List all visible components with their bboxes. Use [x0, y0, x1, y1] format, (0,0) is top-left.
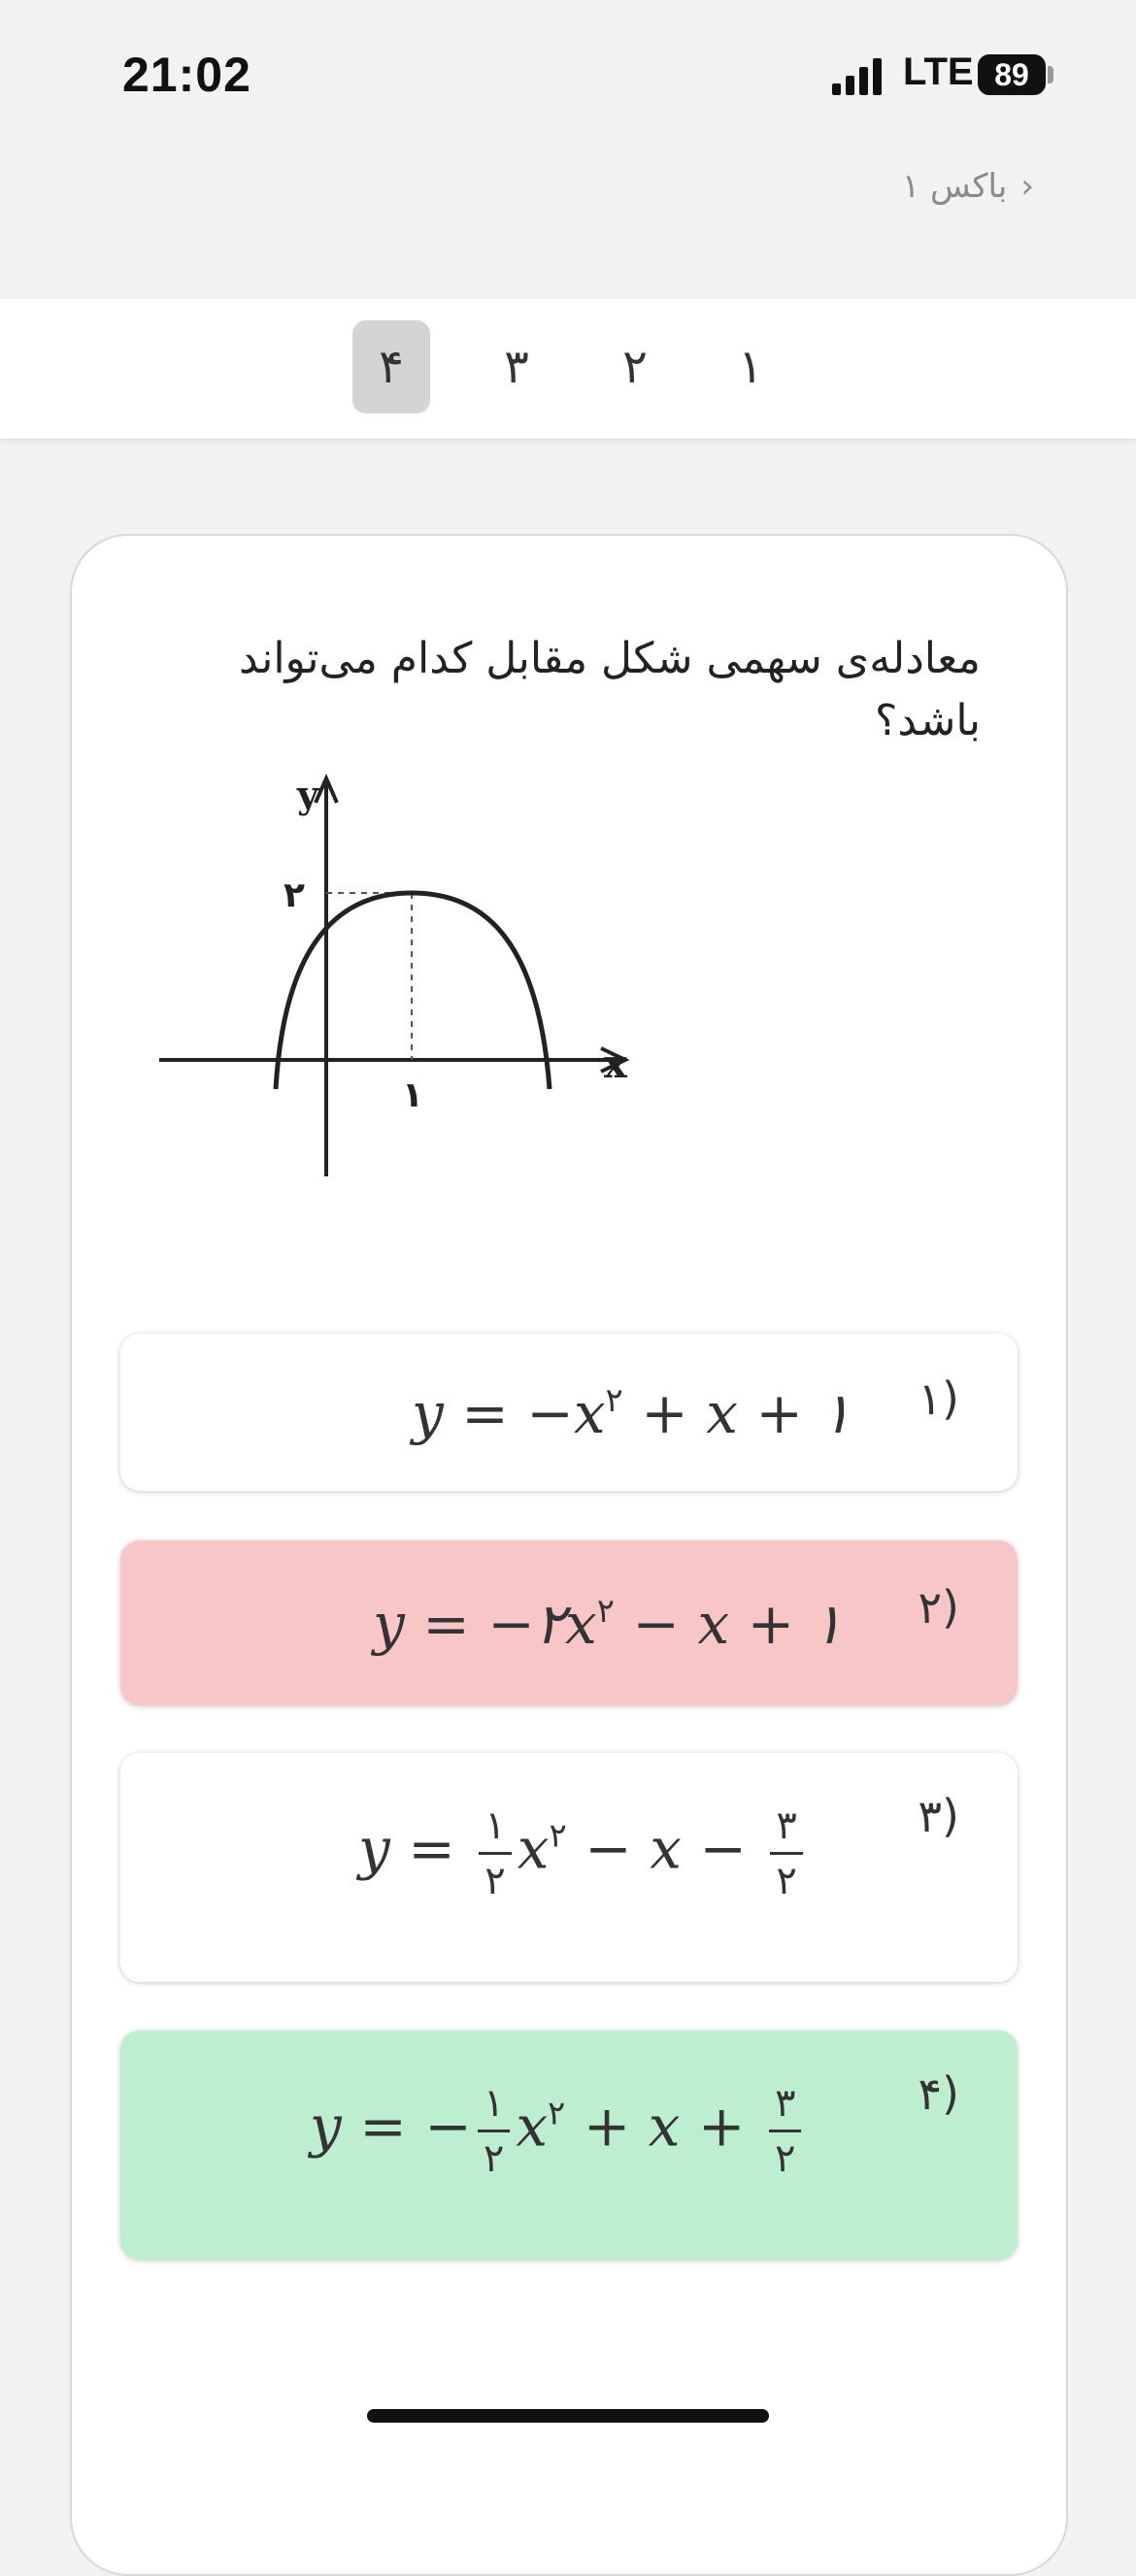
y-tick-label: ۲: [284, 875, 305, 915]
option-2[interactable]: [120, 1540, 1018, 1705]
page-selector: [0, 299, 1136, 439]
option-number: (۳: [918, 1790, 959, 1842]
chevron-left-icon: ‹: [1020, 167, 1034, 206]
battery-tip: [1048, 66, 1053, 83]
option-equation: $y = -x^۲ + x$ + ۱: [412, 1380, 852, 1446]
question-card: [70, 534, 1068, 2576]
status-time: 21:02: [122, 48, 251, 102]
home-indicator[interactable]: [367, 2409, 769, 2423]
battery-icon: 89: [978, 54, 1046, 95]
option-3[interactable]: [120, 1753, 1018, 1982]
option-number: (۲: [918, 1581, 959, 1634]
option-1[interactable]: [120, 1334, 1018, 1491]
breadcrumb[interactable]: [902, 167, 1034, 206]
option-4[interactable]: [120, 2031, 1018, 2260]
option-equation: y = − $\frac{۱}{۲}$ $x^۲ + x$ + $\frac{۳}{۲}$: [310, 2077, 807, 2185]
breadcrumb-label: باکس ۱: [901, 167, 1008, 206]
y-axis-label: y: [297, 773, 319, 816]
page-button-4[interactable]: ۴: [352, 320, 430, 413]
parabola-graph: [159, 769, 645, 1205]
page-button-3[interactable]: ۳: [504, 340, 529, 394]
option-number: (۱: [918, 1372, 959, 1425]
x-axis-label: x: [604, 1041, 627, 1087]
page-button-1[interactable]: ۱: [738, 340, 763, 394]
question-text: معادله‌ی سهمی شکل مقابل کدام می‌تواند باشد؟: [238, 634, 981, 745]
page-button-2[interactable]: ۲: [622, 340, 648, 394]
network-type: LTE: [903, 50, 974, 93]
x-tick-label: ۱: [402, 1075, 423, 1115]
status-bar: [0, 0, 1136, 146]
option-equation: y = $\frac{۱}{۲}$ $x^۲ - x$ − $\frac{۳}{۲}$: [358, 1800, 809, 1907]
signal-icon: [830, 56, 888, 95]
option-equation: $y = -۲x^۲ - x$ + ۱: [373, 1591, 843, 1657]
option-number: (۴: [918, 2067, 959, 2120]
